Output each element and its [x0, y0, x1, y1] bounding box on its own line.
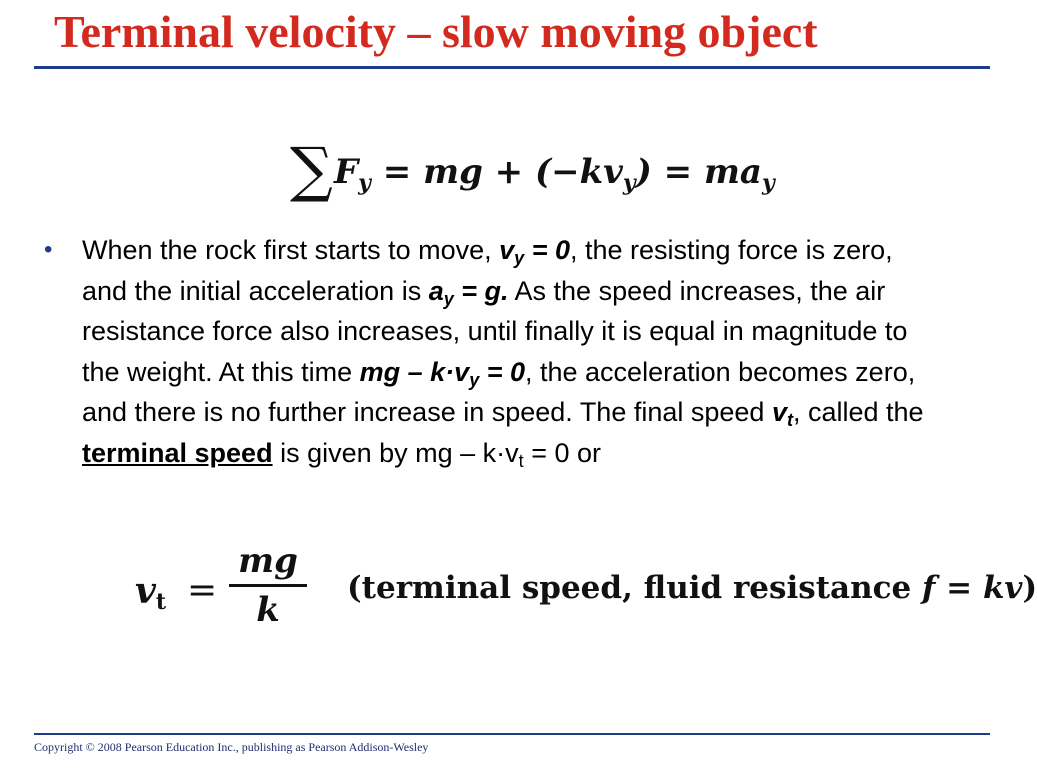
vt-lhs-symbol: v: [135, 570, 156, 612]
mg-over-k-fraction: [223, 540, 313, 631]
slide-title: Terminal velocity – slow moving object: [54, 6, 818, 57]
mg-kv-subscript: y: [469, 369, 480, 390]
title-divider: [34, 66, 990, 69]
ay-value: = g.: [453, 275, 509, 306]
mg-kv-expression: [359, 356, 525, 390]
fraction-denominator: k: [256, 590, 280, 630]
copyright-footer: Copyright © 2008 Pearson Education Inc., publishing as Pearson Addison-Wesley: [34, 740, 429, 754]
ay-g-expression: [428, 275, 509, 309]
bullet-text: [82, 230, 944, 473]
annotation-text: (terminal speed, fluid resistance: [347, 570, 923, 606]
terminal-speed-symbol: [135, 570, 166, 615]
bullet-text-part: When the rock first starts to move,: [82, 235, 500, 265]
bullet-text-part: , called the: [792, 397, 924, 427]
vy-symbol: v: [499, 235, 515, 265]
bullet-text-part: , the acceleration becomes zero, and there is no further increase in speed. The final speed: [82, 356, 916, 427]
vy-subscript: y: [514, 248, 525, 268]
bullet-dot-icon: •: [44, 236, 53, 263]
vt-symbol: v: [771, 397, 787, 427]
annotation-kv-symbol: kv: [982, 570, 1023, 606]
ay-subscript: y: [443, 288, 454, 309]
vt-expression: [771, 397, 793, 430]
mg-kv-value: = 0: [479, 356, 525, 387]
annotation-equals: =: [935, 570, 983, 606]
vt-lhs-subscript: t: [155, 589, 167, 615]
vy-value: = 0: [524, 235, 570, 265]
bullet-text-part: is given by mg – k·v: [272, 437, 519, 468]
fraction-bar: [229, 584, 307, 587]
annotation-close: ): [1022, 570, 1037, 606]
bullet-text-part: , the resisting force is zero, and the initial acceleration is: [82, 235, 893, 306]
force-symbol: F: [334, 152, 359, 192]
velocity-subscript: y: [622, 170, 636, 196]
vy-zero-expression: [499, 235, 570, 268]
mg-kv-symbol: mg – k·v: [359, 356, 470, 387]
terminal-speed-equation: [135, 540, 1037, 640]
bullet-text-part: As the speed increases, the air resistance force also increases, until finally it is equal in magnitude to the weight. At this time: [82, 275, 908, 387]
force-sum-equation: [290, 135, 775, 205]
footer-divider: [34, 733, 990, 735]
force-sum-right: ) = ma: [635, 152, 762, 192]
bullet-text-part: = 0 or: [523, 437, 601, 468]
terminal-speed-term: terminal speed: [82, 437, 273, 468]
acceleration-subscript: y: [761, 170, 775, 196]
bullet-paragraph: [44, 230, 944, 473]
ay-symbol: a: [428, 275, 444, 306]
vt-subscript: t: [786, 410, 793, 430]
force-sum-expression: [334, 152, 775, 203]
equals-sign: =: [187, 570, 218, 611]
force-sum-middle: = mg + (−kv: [370, 152, 623, 192]
force-subscript: y: [358, 170, 371, 196]
summation-symbol: ∑: [290, 135, 333, 205]
annotation-f-symbol: f: [922, 570, 936, 606]
equation-annotation: [347, 570, 1037, 606]
fraction-numerator: mg: [238, 541, 298, 581]
vt-plain-subscript: t: [518, 450, 524, 471]
